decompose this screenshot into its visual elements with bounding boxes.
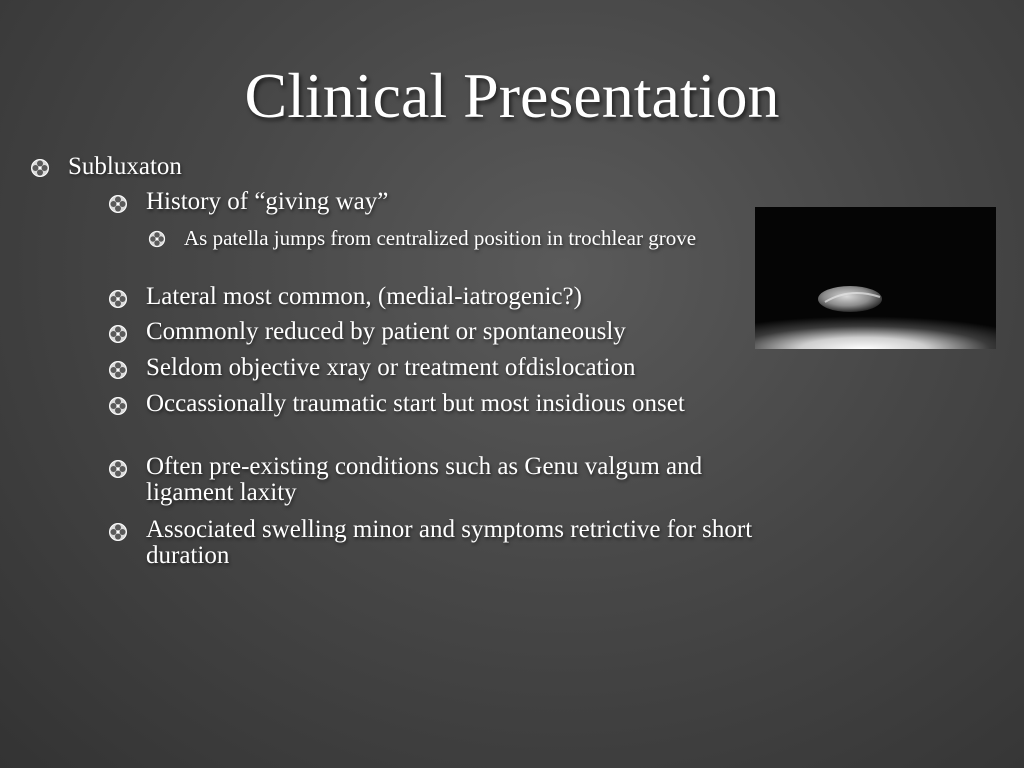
bullet-level-3 bbox=[148, 226, 748, 250]
knee-xray-image bbox=[755, 207, 996, 349]
bullet-level-2 bbox=[108, 284, 778, 310]
flower-bullet-icon bbox=[148, 230, 166, 248]
bullet-text: Often pre-existing conditions such as Genu valgum and ligament laxity bbox=[146, 453, 703, 506]
flower-bullet-icon bbox=[30, 158, 50, 178]
bullet-text: Occassionally traumatic start but most insidious onset bbox=[146, 390, 685, 417]
bullet-text: As patella jumps from centralized position in trochlear grove bbox=[184, 226, 697, 250]
bullet-text: Associated swelling minor and symptoms retrictive for short duration bbox=[146, 516, 753, 569]
bullet-text: Seldom objective xray or treatment ofdislocation bbox=[146, 354, 636, 381]
bullet-level-2 bbox=[108, 454, 778, 506]
flower-bullet-icon bbox=[108, 324, 128, 344]
flower-bullet-icon bbox=[108, 360, 128, 380]
bullet-level-2 bbox=[108, 355, 778, 381]
flower-bullet-icon bbox=[108, 459, 128, 479]
flower-bullet-icon bbox=[108, 289, 128, 309]
bullet-text: History of “giving way” bbox=[146, 188, 389, 215]
bullet-text: Subluxaton bbox=[68, 153, 182, 180]
flower-bullet-icon bbox=[108, 194, 128, 214]
bullet-level-2 bbox=[108, 517, 778, 569]
bullet-level-2 bbox=[108, 319, 778, 345]
bullet-text: Commonly reduced by patient or spontaneously bbox=[146, 318, 626, 345]
slide-title: Clinical Presentation bbox=[244, 60, 780, 131]
flower-bullet-icon bbox=[108, 522, 128, 542]
bullet-level-1 bbox=[30, 152, 730, 182]
bullet-text: Lateral most common, (medial-iatrogenic?) bbox=[146, 283, 582, 310]
bullet-level-2 bbox=[108, 189, 778, 215]
bullet-level-2 bbox=[108, 391, 778, 417]
flower-bullet-icon bbox=[108, 396, 128, 416]
